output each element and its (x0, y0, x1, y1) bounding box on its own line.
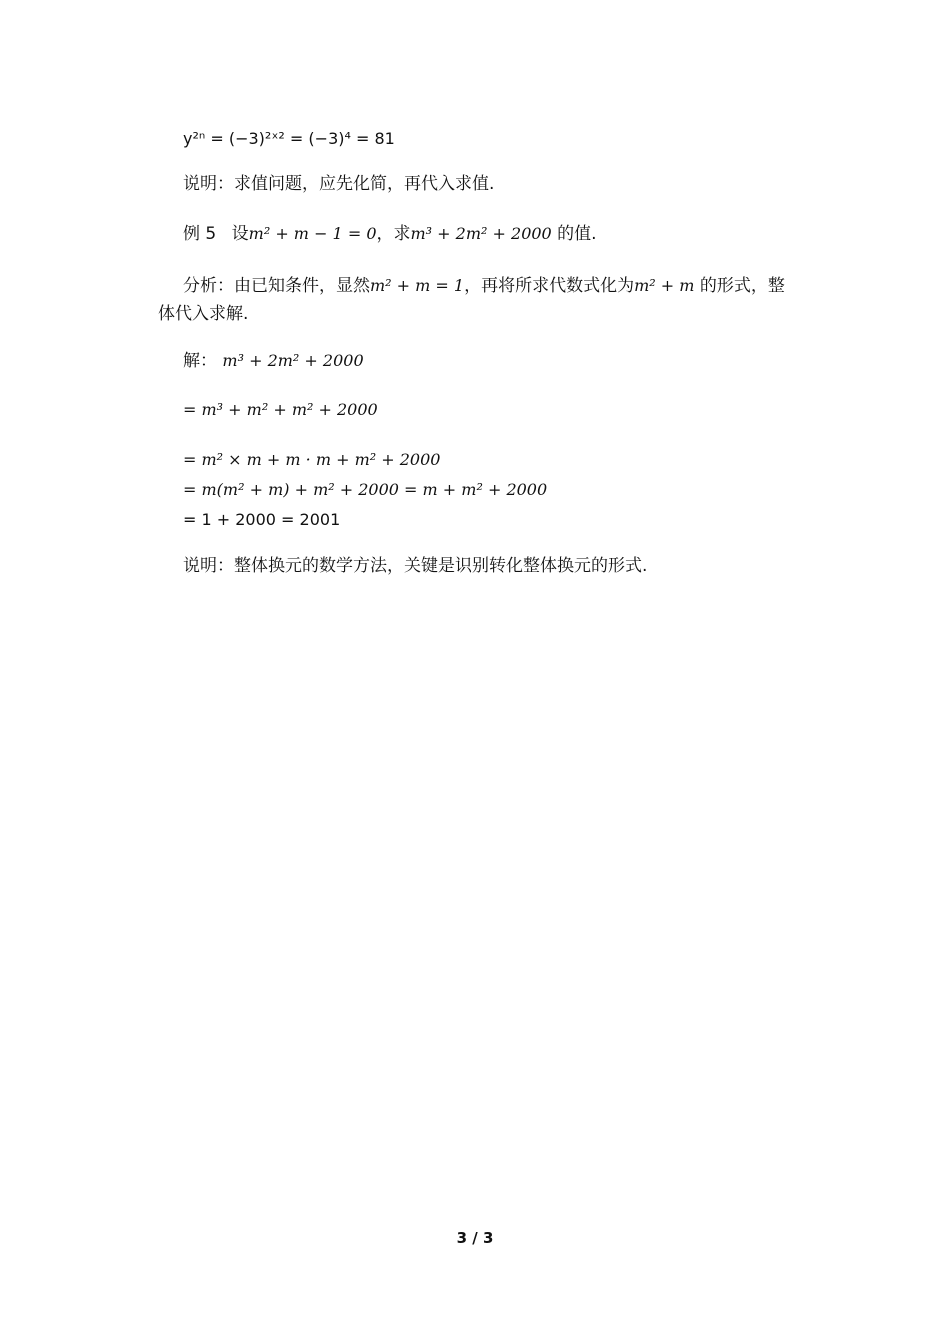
solution-step-2 (183, 449, 440, 471)
step-text: = 1 + 2000 = 2001 (183, 510, 341, 529)
analysis-pre: 分析：由已知条件，显然 (183, 276, 370, 296)
example-pre: 设 (231, 224, 249, 244)
solution-step-4 (183, 509, 340, 531)
page-number: 3 / 3 (456, 1229, 494, 1247)
example-post: 的值. (557, 224, 597, 244)
analysis-paragraph (158, 272, 813, 328)
solution-step-1 (183, 399, 378, 421)
note-text: 说明：求值问题，应先化简，再代入求值. (183, 174, 495, 194)
analysis-continuation: 体代入求解. (158, 304, 249, 324)
solution-expression: m³ + 2m² + 2000 (222, 351, 364, 370)
analysis-condition: m² + m = 1 (370, 276, 465, 295)
note-paragraph-1 (183, 173, 494, 195)
analysis-post: 的形式，整 (699, 276, 785, 296)
analysis-form: m² + m (634, 276, 695, 295)
analysis-mid: ，再将所求代数式化为 (464, 276, 635, 296)
example-expression: m³ + 2m² + 2000 (410, 224, 552, 243)
step-text: = m² × m + m · m + m² + 2000 (183, 450, 441, 469)
equation-text: y²ⁿ = (−3)²ˣ² = (−3)⁴ = 81 (183, 129, 395, 148)
example-label: 例 5 (183, 224, 217, 244)
example-mid: ，求 (376, 224, 411, 244)
step-text: = m(m² + m) + m² + 2000 = m + m² + 2000 (183, 480, 548, 499)
solution-step-3 (183, 479, 547, 501)
solution-label: 解： (183, 351, 217, 371)
note-text: 说明：整体换元的数学方法，关键是识别转化整体换元的形式. (183, 556, 648, 576)
equation-y-power (183, 128, 395, 150)
example-condition: m² + m − 1 = 0 (248, 224, 377, 243)
solution-line (183, 350, 364, 372)
note-paragraph-2 (183, 555, 647, 577)
step-text: = m³ + m² + m² + 2000 (183, 400, 378, 419)
example-5-line (183, 223, 597, 245)
